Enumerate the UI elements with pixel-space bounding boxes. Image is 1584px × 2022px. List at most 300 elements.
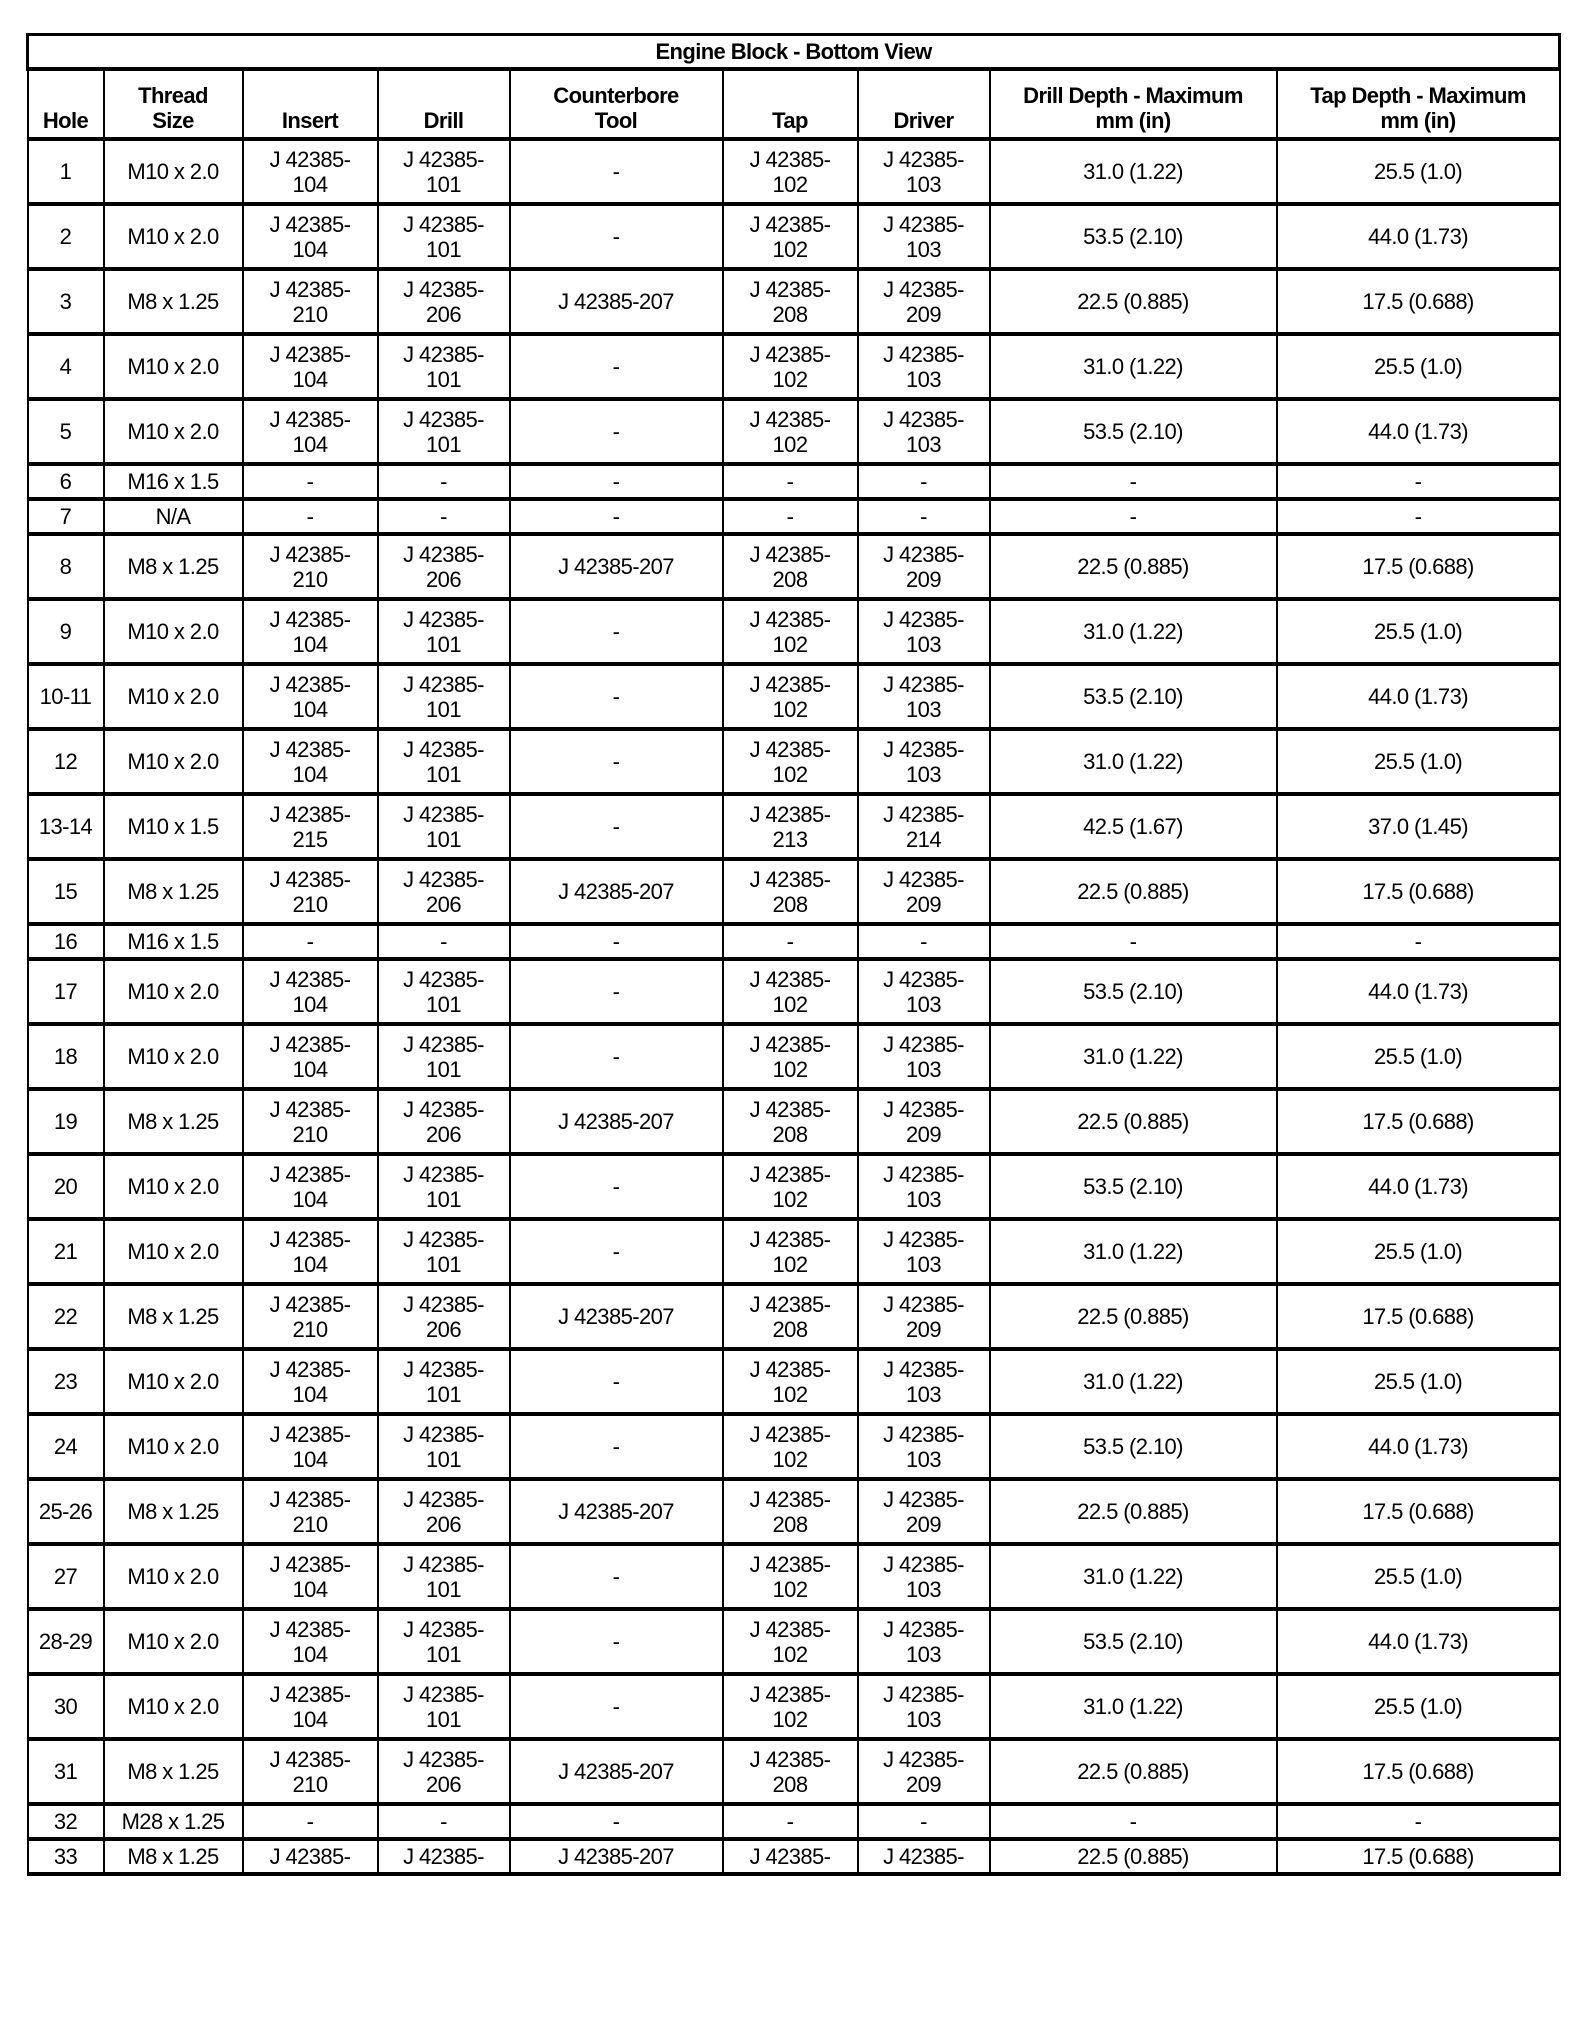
- table-header-row: [28, 69, 1560, 139]
- cell-drill-depth: 31.0 (1.22): [990, 1349, 1277, 1414]
- cell-thread-size: M10 x 2.0: [104, 204, 243, 269]
- cell-drill-depth: 22.5 (0.885): [990, 1839, 1277, 1874]
- cell-thread-size: M10 x 2.0: [104, 959, 243, 1024]
- cell-insert: J 42385- 104: [243, 959, 378, 1024]
- cell-driver: J 42385- 103: [858, 1544, 990, 1609]
- cell-drill-depth: 53.5 (2.10): [990, 664, 1277, 729]
- cell-counterbore-tool: -: [510, 499, 723, 534]
- cell-tap-depth: 25.5 (1.0): [1277, 599, 1560, 664]
- cell-tap-depth: 17.5 (0.688): [1277, 1839, 1560, 1874]
- cell-insert: J 42385- 210: [243, 859, 378, 924]
- table-row: [28, 1349, 1560, 1414]
- engine-block-bottom-view-table: [26, 33, 1561, 1876]
- cell-hole: 24: [28, 1414, 104, 1479]
- cell-tap: J 42385- 102: [723, 1349, 858, 1414]
- cell-insert: J 42385- 104: [243, 1674, 378, 1739]
- cell-drill: J 42385-: [378, 1839, 510, 1874]
- table-title-row: [28, 35, 1560, 70]
- cell-drill-depth: 53.5 (2.10): [990, 399, 1277, 464]
- cell-tap: J 42385- 102: [723, 599, 858, 664]
- cell-insert: J 42385- 104: [243, 1219, 378, 1284]
- cell-counterbore-tool: -: [510, 959, 723, 1024]
- cell-counterbore-tool: J 42385-207: [510, 269, 723, 334]
- cell-tap-depth: 44.0 (1.73): [1277, 1154, 1560, 1219]
- cell-drill-depth: 31.0 (1.22): [990, 729, 1277, 794]
- cell-tap-depth: 17.5 (0.688): [1277, 1739, 1560, 1804]
- cell-drill: -: [378, 924, 510, 959]
- header-tap-depth: Tap Depth - Maximum mm (in): [1277, 69, 1560, 139]
- cell-counterbore-tool: -: [510, 729, 723, 794]
- table-row: [28, 534, 1560, 599]
- cell-hole: 6: [28, 464, 104, 499]
- cell-hole: 32: [28, 1804, 104, 1839]
- table-row: [28, 269, 1560, 334]
- cell-drill-depth: 31.0 (1.22): [990, 334, 1277, 399]
- cell-tap-depth: 44.0 (1.73): [1277, 664, 1560, 729]
- cell-counterbore-tool: -: [510, 1414, 723, 1479]
- cell-insert: J 42385- 104: [243, 1024, 378, 1089]
- cell-tap-depth: 25.5 (1.0): [1277, 1024, 1560, 1089]
- cell-thread-size: M16 x 1.5: [104, 464, 243, 499]
- cell-driver: J 42385- 209: [858, 859, 990, 924]
- cell-tap-depth: 25.5 (1.0): [1277, 1219, 1560, 1284]
- cell-hole: 33: [28, 1839, 104, 1874]
- cell-tap-depth: 44.0 (1.73): [1277, 204, 1560, 269]
- cell-drill: J 42385- 101: [378, 664, 510, 729]
- cell-thread-size: M10 x 2.0: [104, 1414, 243, 1479]
- cell-tap: J 42385- 102: [723, 1609, 858, 1674]
- cell-tap-depth: 25.5 (1.0): [1277, 334, 1560, 399]
- cell-drill: J 42385- 101: [378, 794, 510, 859]
- cell-tap: J 42385- 208: [723, 1479, 858, 1544]
- cell-driver: J 42385- 209: [858, 1739, 990, 1804]
- cell-insert: J 42385- 210: [243, 1089, 378, 1154]
- cell-insert: J 42385- 104: [243, 204, 378, 269]
- cell-hole: 30: [28, 1674, 104, 1739]
- header-driver: Driver: [858, 69, 990, 139]
- table-row: [28, 1479, 1560, 1544]
- table-row: [28, 859, 1560, 924]
- cell-drill: J 42385- 101: [378, 139, 510, 204]
- cell-tap-depth: 37.0 (1.45): [1277, 794, 1560, 859]
- cell-tap-depth: 25.5 (1.0): [1277, 1544, 1560, 1609]
- cell-driver: -: [858, 499, 990, 534]
- cell-insert: J 42385- 104: [243, 334, 378, 399]
- cell-counterbore-tool: -: [510, 139, 723, 204]
- cell-counterbore-tool: -: [510, 1609, 723, 1674]
- cell-drill-depth: 31.0 (1.22): [990, 1219, 1277, 1284]
- cell-counterbore-tool: -: [510, 924, 723, 959]
- cell-thread-size: M10 x 2.0: [104, 1024, 243, 1089]
- cell-driver: J 42385- 103: [858, 139, 990, 204]
- table-row: [28, 1154, 1560, 1219]
- cell-thread-size: N/A: [104, 499, 243, 534]
- cell-counterbore-tool: -: [510, 1219, 723, 1284]
- cell-tap: J 42385- 102: [723, 1674, 858, 1739]
- cell-hole: 19: [28, 1089, 104, 1154]
- cell-hole: 10-11: [28, 664, 104, 729]
- cell-tap: J 42385- 102: [723, 1024, 858, 1089]
- cell-tap: J 42385- 102: [723, 399, 858, 464]
- cell-driver: -: [858, 1804, 990, 1839]
- cell-drill: J 42385- 206: [378, 1479, 510, 1544]
- table-row: [28, 1544, 1560, 1609]
- cell-driver: -: [858, 924, 990, 959]
- cell-insert: J 42385- 210: [243, 1739, 378, 1804]
- table-row: [28, 1284, 1560, 1349]
- cell-insert: J 42385- 104: [243, 599, 378, 664]
- cell-drill: J 42385- 101: [378, 399, 510, 464]
- cell-hole: 5: [28, 399, 104, 464]
- cell-drill-depth: -: [990, 499, 1277, 534]
- cell-tap: J 42385- 102: [723, 204, 858, 269]
- cell-tap-depth: 17.5 (0.688): [1277, 269, 1560, 334]
- cell-tap-depth: 25.5 (1.0): [1277, 139, 1560, 204]
- table-row: [28, 1219, 1560, 1284]
- cell-tap-depth: -: [1277, 1804, 1560, 1839]
- cell-insert: J 42385- 104: [243, 139, 378, 204]
- cell-thread-size: M10 x 2.0: [104, 334, 243, 399]
- cell-counterbore-tool: -: [510, 664, 723, 729]
- cell-counterbore-tool: J 42385-207: [510, 859, 723, 924]
- cell-insert: -: [243, 924, 378, 959]
- cell-thread-size: M10 x 2.0: [104, 1674, 243, 1739]
- cell-tap: J 42385- 102: [723, 1219, 858, 1284]
- table-row: [28, 334, 1560, 399]
- cell-thread-size: M8 x 1.25: [104, 1479, 243, 1544]
- cell-insert: J 42385- 104: [243, 1414, 378, 1479]
- cell-drill: J 42385- 101: [378, 204, 510, 269]
- cell-drill-depth: 53.5 (2.10): [990, 1154, 1277, 1219]
- cell-driver: J 42385- 103: [858, 1674, 990, 1739]
- cell-hole: 21: [28, 1219, 104, 1284]
- table-row: [28, 1609, 1560, 1674]
- cell-driver: J 42385- 103: [858, 399, 990, 464]
- cell-insert: J 42385- 104: [243, 1154, 378, 1219]
- header-hole: Hole: [28, 69, 104, 139]
- cell-tap: J 42385- 213: [723, 794, 858, 859]
- cell-drill-depth: -: [990, 1804, 1277, 1839]
- cell-driver: J 42385- 103: [858, 204, 990, 269]
- cell-counterbore-tool: J 42385-207: [510, 534, 723, 599]
- cell-drill: -: [378, 1804, 510, 1839]
- cell-driver: J 42385- 103: [858, 729, 990, 794]
- cell-thread-size: M8 x 1.25: [104, 859, 243, 924]
- cell-drill-depth: 22.5 (0.885): [990, 1089, 1277, 1154]
- cell-insert: -: [243, 1804, 378, 1839]
- table-row: [28, 464, 1560, 499]
- cell-drill: J 42385- 206: [378, 859, 510, 924]
- cell-drill-depth: -: [990, 924, 1277, 959]
- table-body: [28, 139, 1560, 1874]
- cell-counterbore-tool: -: [510, 1349, 723, 1414]
- cell-hole: 2: [28, 204, 104, 269]
- cell-insert: -: [243, 499, 378, 534]
- cell-drill-depth: 22.5 (0.885): [990, 859, 1277, 924]
- cell-tap-depth: 17.5 (0.688): [1277, 859, 1560, 924]
- cell-thread-size: M8 x 1.25: [104, 1089, 243, 1154]
- cell-insert: J 42385- 104: [243, 1349, 378, 1414]
- cell-tap-depth: 17.5 (0.688): [1277, 1479, 1560, 1544]
- table-row: [28, 1804, 1560, 1839]
- cell-hole: 17: [28, 959, 104, 1024]
- cell-hole: 13-14: [28, 794, 104, 859]
- table-row: [28, 664, 1560, 729]
- cell-insert: J 42385- 104: [243, 1544, 378, 1609]
- cell-tap: -: [723, 499, 858, 534]
- cell-tap: J 42385- 208: [723, 269, 858, 334]
- cell-tap: J 42385- 102: [723, 334, 858, 399]
- cell-tap-depth: 17.5 (0.688): [1277, 1284, 1560, 1349]
- cell-insert: J 42385- 210: [243, 1479, 378, 1544]
- cell-thread-size: M10 x 1.5: [104, 794, 243, 859]
- cell-thread-size: M10 x 2.0: [104, 1349, 243, 1414]
- cell-tap-depth: 44.0 (1.73): [1277, 399, 1560, 464]
- cell-hole: 3: [28, 269, 104, 334]
- cell-hole: 27: [28, 1544, 104, 1609]
- cell-counterbore-tool: J 42385-207: [510, 1284, 723, 1349]
- cell-tap-depth: 25.5 (1.0): [1277, 1349, 1560, 1414]
- cell-tap-depth: 25.5 (1.0): [1277, 1674, 1560, 1739]
- cell-tap: J 42385- 102: [723, 664, 858, 729]
- cell-tap: J 42385- 208: [723, 534, 858, 599]
- cell-drill-depth: 22.5 (0.885): [990, 1479, 1277, 1544]
- cell-thread-size: M8 x 1.25: [104, 269, 243, 334]
- cell-hole: 18: [28, 1024, 104, 1089]
- cell-driver: J 42385- 103: [858, 1024, 990, 1089]
- cell-tap-depth: 44.0 (1.73): [1277, 959, 1560, 1024]
- cell-drill-depth: 31.0 (1.22): [990, 599, 1277, 664]
- cell-tap: J 42385- 102: [723, 959, 858, 1024]
- cell-drill-depth: 31.0 (1.22): [990, 1544, 1277, 1609]
- cell-drill-depth: 53.5 (2.10): [990, 204, 1277, 269]
- cell-thread-size: M10 x 2.0: [104, 1609, 243, 1674]
- cell-hole: 28-29: [28, 1609, 104, 1674]
- header-thread-size: Thread Size: [104, 69, 243, 139]
- cell-counterbore-tool: J 42385-207: [510, 1739, 723, 1804]
- cell-insert: J 42385- 104: [243, 664, 378, 729]
- cell-driver: J 42385- 103: [858, 664, 990, 729]
- cell-driver: J 42385- 209: [858, 269, 990, 334]
- cell-insert: J 42385- 210: [243, 269, 378, 334]
- header-counterbore-tool: Counterbore Tool: [510, 69, 723, 139]
- cell-tap: J 42385- 208: [723, 1739, 858, 1804]
- cell-thread-size: M8 x 1.25: [104, 1739, 243, 1804]
- table-row: [28, 959, 1560, 1024]
- cell-thread-size: M10 x 2.0: [104, 1544, 243, 1609]
- cell-tap: J 42385- 102: [723, 139, 858, 204]
- table-title: Engine Block - Bottom View: [28, 35, 1560, 70]
- cell-drill: J 42385- 101: [378, 1219, 510, 1284]
- cell-thread-size: M28 x 1.25: [104, 1804, 243, 1839]
- table-row: [28, 599, 1560, 664]
- table-row: [28, 499, 1560, 534]
- cell-counterbore-tool: -: [510, 399, 723, 464]
- cell-hole: 1: [28, 139, 104, 204]
- cell-tap: -: [723, 1804, 858, 1839]
- cell-tap-depth: -: [1277, 464, 1560, 499]
- cell-hole: 25-26: [28, 1479, 104, 1544]
- cell-drill: J 42385- 101: [378, 729, 510, 794]
- cell-insert: J 42385- 215: [243, 794, 378, 859]
- cell-tap: J 42385- 102: [723, 1154, 858, 1219]
- cell-drill: J 42385- 101: [378, 599, 510, 664]
- cell-drill: J 42385- 101: [378, 1414, 510, 1479]
- cell-drill: J 42385- 206: [378, 1739, 510, 1804]
- cell-counterbore-tool: -: [510, 794, 723, 859]
- cell-hole: 7: [28, 499, 104, 534]
- cell-thread-size: M10 x 2.0: [104, 139, 243, 204]
- cell-drill: J 42385- 101: [378, 1609, 510, 1674]
- cell-driver: J 42385-: [858, 1839, 990, 1874]
- cell-tap-depth: 25.5 (1.0): [1277, 729, 1560, 794]
- cell-insert: J 42385- 104: [243, 729, 378, 794]
- cell-counterbore-tool: J 42385-207: [510, 1479, 723, 1544]
- cell-drill: J 42385- 206: [378, 1284, 510, 1349]
- cell-thread-size: M8 x 1.25: [104, 534, 243, 599]
- cell-drill-depth: -: [990, 464, 1277, 499]
- cell-drill: -: [378, 499, 510, 534]
- cell-hole: 20: [28, 1154, 104, 1219]
- cell-drill: J 42385- 101: [378, 334, 510, 399]
- cell-driver: J 42385- 103: [858, 334, 990, 399]
- table-row: [28, 1739, 1560, 1804]
- cell-driver: J 42385- 214: [858, 794, 990, 859]
- header-insert: Insert: [243, 69, 378, 139]
- cell-tap-depth: 17.5 (0.688): [1277, 1089, 1560, 1154]
- table-row: [28, 924, 1560, 959]
- cell-driver: J 42385- 209: [858, 1479, 990, 1544]
- cell-tap-depth: 44.0 (1.73): [1277, 1414, 1560, 1479]
- cell-driver: J 42385- 103: [858, 1349, 990, 1414]
- cell-counterbore-tool: -: [510, 1154, 723, 1219]
- cell-drill-depth: 53.5 (2.10): [990, 959, 1277, 1024]
- cell-driver: -: [858, 464, 990, 499]
- cell-insert: -: [243, 464, 378, 499]
- table-row: [28, 794, 1560, 859]
- table-row: [28, 729, 1560, 794]
- cell-counterbore-tool: -: [510, 1024, 723, 1089]
- cell-tap: J 42385- 102: [723, 1544, 858, 1609]
- cell-hole: 15: [28, 859, 104, 924]
- table-row: [28, 1839, 1560, 1874]
- cell-drill-depth: 22.5 (0.885): [990, 1284, 1277, 1349]
- cell-driver: J 42385- 209: [858, 1089, 990, 1154]
- cell-tap: J 42385- 208: [723, 1284, 858, 1349]
- cell-thread-size: M10 x 2.0: [104, 1219, 243, 1284]
- table-row: [28, 204, 1560, 269]
- table-row: [28, 1414, 1560, 1479]
- header-drill: Drill: [378, 69, 510, 139]
- cell-tap-depth: 44.0 (1.73): [1277, 1609, 1560, 1674]
- cell-thread-size: M16 x 1.5: [104, 924, 243, 959]
- cell-tap: -: [723, 924, 858, 959]
- cell-driver: J 42385- 103: [858, 959, 990, 1024]
- cell-counterbore-tool: -: [510, 1544, 723, 1609]
- cell-counterbore-tool: -: [510, 599, 723, 664]
- table-row: [28, 139, 1560, 204]
- cell-thread-size: M10 x 2.0: [104, 729, 243, 794]
- cell-drill: J 42385- 101: [378, 1024, 510, 1089]
- cell-thread-size: M10 x 2.0: [104, 664, 243, 729]
- cell-insert: J 42385-: [243, 1839, 378, 1874]
- cell-drill: J 42385- 101: [378, 959, 510, 1024]
- cell-hole: 4: [28, 334, 104, 399]
- cell-tap: J 42385- 208: [723, 1089, 858, 1154]
- cell-tap: J 42385-: [723, 1839, 858, 1874]
- cell-counterbore-tool: J 42385-207: [510, 1839, 723, 1874]
- cell-tap-depth: -: [1277, 499, 1560, 534]
- table-row: [28, 1089, 1560, 1154]
- cell-thread-size: M8 x 1.25: [104, 1839, 243, 1874]
- cell-hole: 31: [28, 1739, 104, 1804]
- cell-hole: 8: [28, 534, 104, 599]
- cell-drill-depth: 22.5 (0.885): [990, 269, 1277, 334]
- cell-drill-depth: 31.0 (1.22): [990, 1674, 1277, 1739]
- cell-thread-size: M8 x 1.25: [104, 1284, 243, 1349]
- cell-thread-size: M10 x 2.0: [104, 399, 243, 464]
- cell-counterbore-tool: J 42385-207: [510, 1089, 723, 1154]
- cell-counterbore-tool: -: [510, 204, 723, 269]
- cell-hole: 23: [28, 1349, 104, 1414]
- cell-drill: J 42385- 206: [378, 534, 510, 599]
- cell-counterbore-tool: -: [510, 464, 723, 499]
- cell-hole: 16: [28, 924, 104, 959]
- cell-drill: J 42385- 101: [378, 1544, 510, 1609]
- cell-tap: J 42385- 208: [723, 859, 858, 924]
- cell-insert: J 42385- 210: [243, 534, 378, 599]
- cell-drill: J 42385- 101: [378, 1349, 510, 1414]
- cell-hole: 12: [28, 729, 104, 794]
- cell-drill: -: [378, 464, 510, 499]
- cell-driver: J 42385- 209: [858, 1284, 990, 1349]
- cell-driver: J 42385- 103: [858, 1414, 990, 1479]
- cell-counterbore-tool: -: [510, 1674, 723, 1739]
- cell-hole: 22: [28, 1284, 104, 1349]
- cell-drill: J 42385- 206: [378, 1089, 510, 1154]
- cell-drill-depth: 53.5 (2.10): [990, 1609, 1277, 1674]
- cell-drill-depth: 22.5 (0.885): [990, 534, 1277, 599]
- cell-driver: J 42385- 103: [858, 1219, 990, 1284]
- cell-hole: 9: [28, 599, 104, 664]
- cell-thread-size: M10 x 2.0: [104, 599, 243, 664]
- cell-drill-depth: 42.5 (1.67): [990, 794, 1277, 859]
- cell-insert: J 42385- 104: [243, 1609, 378, 1674]
- cell-drill-depth: 22.5 (0.885): [990, 1739, 1277, 1804]
- cell-tap-depth: 17.5 (0.688): [1277, 534, 1560, 599]
- header-drill-depth: Drill Depth - Maximum mm (in): [990, 69, 1277, 139]
- cell-insert: J 42385- 210: [243, 1284, 378, 1349]
- cell-counterbore-tool: -: [510, 1804, 723, 1839]
- cell-thread-size: M10 x 2.0: [104, 1154, 243, 1219]
- cell-drill: J 42385- 101: [378, 1674, 510, 1739]
- cell-drill-depth: 31.0 (1.22): [990, 1024, 1277, 1089]
- header-tap: Tap: [723, 69, 858, 139]
- cell-drill-depth: 31.0 (1.22): [990, 139, 1277, 204]
- table-row: [28, 1674, 1560, 1739]
- cell-tap: J 42385- 102: [723, 729, 858, 794]
- cell-counterbore-tool: -: [510, 334, 723, 399]
- cell-tap: -: [723, 464, 858, 499]
- cell-driver: J 42385- 103: [858, 1154, 990, 1219]
- cell-tap-depth: -: [1277, 924, 1560, 959]
- cell-drill: J 42385- 101: [378, 1154, 510, 1219]
- table-row: [28, 1024, 1560, 1089]
- table-row: [28, 399, 1560, 464]
- cell-driver: J 42385- 103: [858, 1609, 990, 1674]
- cell-insert: J 42385- 104: [243, 399, 378, 464]
- cell-driver: J 42385- 209: [858, 534, 990, 599]
